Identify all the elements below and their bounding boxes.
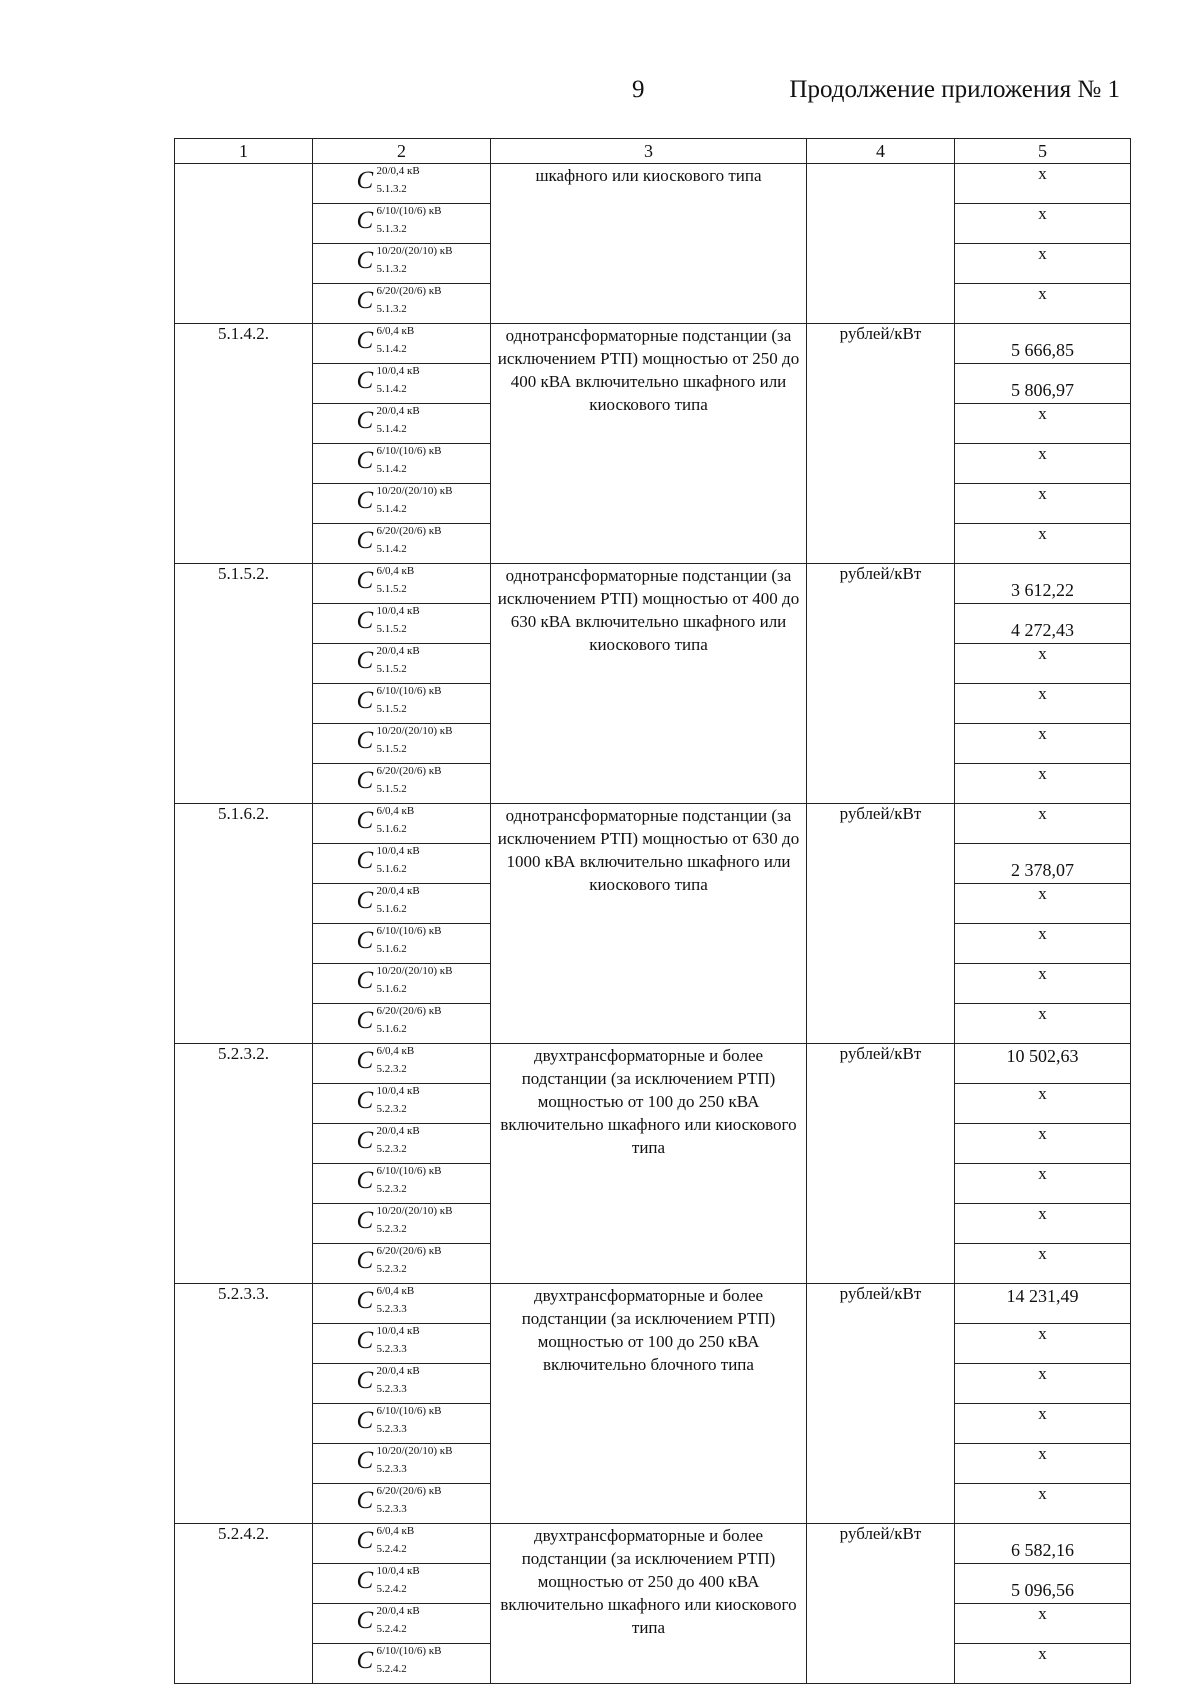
rate-letter: C xyxy=(356,207,374,234)
rate-value: 4 272,43 xyxy=(955,604,1131,644)
rate-letter: C xyxy=(356,1447,374,1474)
rate-formula xyxy=(347,1644,457,1678)
voltage-superscript: 6/10/(10/6) кВ xyxy=(376,205,442,217)
rate-formula xyxy=(347,684,457,718)
rate-symbol xyxy=(313,1324,491,1364)
index-subscript: 5.2.3.2 xyxy=(376,1223,407,1235)
index-subscript: 5.2.4.2 xyxy=(376,1623,407,1635)
rate-value: x xyxy=(955,524,1131,564)
page-number: 9 xyxy=(632,76,645,103)
rate-formula xyxy=(347,1044,457,1078)
rate-symbol xyxy=(313,1084,491,1124)
table-row xyxy=(175,1044,1131,1084)
rate-letter: C xyxy=(356,647,374,674)
unit xyxy=(807,164,955,324)
rate-symbol xyxy=(313,1204,491,1244)
voltage-superscript: 10/20/(20/10) кВ xyxy=(376,725,453,737)
voltage-superscript: 10/0,4 кВ xyxy=(376,1085,420,1097)
voltage-superscript: 6/10/(10/6) кВ xyxy=(376,685,442,697)
rate-symbol xyxy=(313,524,491,564)
index-subscript: 5.2.3.2 xyxy=(376,1263,407,1275)
rate-letter: C xyxy=(356,727,374,754)
voltage-superscript: 6/0,4 кВ xyxy=(376,1045,415,1057)
index-subscript: 5.1.5.2 xyxy=(376,783,407,795)
rate-letter: C xyxy=(356,1527,374,1554)
unit: рублей/кВт xyxy=(807,804,955,1044)
description: двухтрансформаторные и более подстанции (за исключением РТП) мощностью от 250 до 400 кВА включительно шкафного или киоскового типа xyxy=(491,1524,807,1684)
rate-value: x xyxy=(955,644,1131,684)
description: двухтрансформаторные и более подстанции (за исключением РТП) мощностью от 100 до 250 кВА включительно шкафного или киоскового типа xyxy=(491,1044,807,1284)
rate-value: x xyxy=(955,1404,1131,1444)
index-subscript: 5.2.3.3 xyxy=(376,1463,407,1475)
voltage-superscript: 20/0,4 кВ xyxy=(376,405,420,417)
rate-symbol xyxy=(313,1404,491,1444)
rate-formula xyxy=(347,404,457,438)
rate-value: x xyxy=(955,724,1131,764)
rate-formula xyxy=(347,324,457,358)
item-code: 5.1.6.2. xyxy=(175,804,313,1044)
rate-value: 5 096,56 xyxy=(955,1564,1131,1604)
voltage-superscript: 6/0,4 кВ xyxy=(376,325,415,337)
description: двухтрансформаторные и более подстанции (за исключением РТП) мощностью от 100 до 250 кВА включительно блочного типа xyxy=(491,1284,807,1524)
rate-symbol xyxy=(313,364,491,404)
rate-value: x xyxy=(955,1444,1131,1484)
rate-symbol xyxy=(313,764,491,804)
voltage-superscript: 10/20/(20/10) кВ xyxy=(376,965,453,977)
continuation-title: Продолжение приложения № 1 xyxy=(789,76,1120,103)
index-subscript: 5.1.3.2 xyxy=(376,183,407,195)
rate-formula xyxy=(347,764,457,798)
rate-formula xyxy=(347,564,457,598)
rate-formula xyxy=(347,924,457,958)
index-subscript: 5.1.6.2 xyxy=(376,823,407,835)
rate-value: x xyxy=(955,164,1131,204)
index-subscript: 5.2.4.2 xyxy=(376,1543,407,1555)
rate-value: x xyxy=(955,484,1131,524)
rate-formula xyxy=(347,964,457,998)
rate-symbol xyxy=(313,604,491,644)
index-subscript: 5.1.6.2 xyxy=(376,943,407,955)
rate-value: x xyxy=(955,1364,1131,1404)
rate-value: x xyxy=(955,1604,1131,1644)
rate-letter: C xyxy=(356,1287,374,1314)
index-subscript: 5.1.6.2 xyxy=(376,983,407,995)
rate-symbol xyxy=(313,404,491,444)
rate-letter: C xyxy=(356,567,374,594)
rate-formula xyxy=(347,484,457,518)
index-subscript: 5.1.3.2 xyxy=(376,263,407,275)
voltage-superscript: 20/0,4 кВ xyxy=(376,885,420,897)
index-subscript: 5.2.3.3 xyxy=(376,1343,407,1355)
rate-letter: C xyxy=(356,327,374,354)
rate-value: x xyxy=(955,1084,1131,1124)
voltage-superscript: 6/20/(20/6) кВ xyxy=(376,525,442,537)
index-subscript: 5.1.4.2 xyxy=(376,423,407,435)
rate-letter: C xyxy=(356,1487,374,1514)
item-code: 5.2.4.2. xyxy=(175,1524,313,1684)
rate-symbol xyxy=(313,1604,491,1644)
rate-formula xyxy=(347,1404,457,1438)
index-subscript: 5.1.4.2 xyxy=(376,343,407,355)
index-subscript: 5.1.4.2 xyxy=(376,383,407,395)
index-subscript: 5.1.5.2 xyxy=(376,703,407,715)
rate-symbol xyxy=(313,804,491,844)
rate-formula xyxy=(347,244,457,278)
table-row xyxy=(175,164,1131,204)
rate-letter: C xyxy=(356,1647,374,1674)
rate-value: x xyxy=(955,284,1131,324)
rate-symbol xyxy=(313,844,491,884)
rate-letter: C xyxy=(356,1087,374,1114)
index-subscript: 5.2.3.3 xyxy=(376,1303,407,1315)
index-subscript: 5.1.3.2 xyxy=(376,223,407,235)
table-row xyxy=(175,564,1131,604)
voltage-superscript: 20/0,4 кВ xyxy=(376,645,420,657)
rate-letter: C xyxy=(356,1367,374,1394)
rate-formula xyxy=(347,204,457,238)
rate-letter: C xyxy=(356,247,374,274)
rate-value: 3 612,22 xyxy=(955,564,1131,604)
rate-symbol xyxy=(313,324,491,364)
rate-symbol xyxy=(313,1004,491,1044)
voltage-superscript: 6/20/(20/6) кВ xyxy=(376,1485,442,1497)
rate-formula xyxy=(347,1444,457,1478)
voltage-superscript: 20/0,4 кВ xyxy=(376,1605,420,1617)
index-subscript: 5.1.4.2 xyxy=(376,543,407,555)
rate-symbol xyxy=(313,444,491,484)
rate-value: x xyxy=(955,1004,1131,1044)
index-subscript: 5.2.3.2 xyxy=(376,1063,407,1075)
rate-value: x xyxy=(955,884,1131,924)
rate-letter: C xyxy=(356,287,374,314)
rate-value: x xyxy=(955,1244,1131,1284)
rate-value: x xyxy=(955,1324,1131,1364)
rate-value: x xyxy=(955,244,1131,284)
voltage-superscript: 10/0,4 кВ xyxy=(376,605,420,617)
voltage-superscript: 10/0,4 кВ xyxy=(376,1325,420,1337)
rate-value: 6 582,16 xyxy=(955,1524,1131,1564)
voltage-superscript: 6/0,4 кВ xyxy=(376,805,415,817)
rate-value: x xyxy=(955,684,1131,724)
index-subscript: 5.1.4.2 xyxy=(376,463,407,475)
voltage-superscript: 6/20/(20/6) кВ xyxy=(376,1005,442,1017)
rate-value: 5 806,97 xyxy=(955,364,1131,404)
index-subscript: 5.2.4.2 xyxy=(376,1583,407,1595)
rate-formula xyxy=(347,1084,457,1118)
description: однотрансформаторные подстанции (за исключением РТП) мощностью от 630 до 1000 кВА включительно шкафного или киоскового типа xyxy=(491,804,807,1044)
rate-value: x xyxy=(955,204,1131,244)
table-row xyxy=(175,1524,1131,1564)
rate-letter: C xyxy=(356,927,374,954)
rate-letter: C xyxy=(356,1007,374,1034)
rate-letter: C xyxy=(356,687,374,714)
index-subscript: 5.1.4.2 xyxy=(376,503,407,515)
rate-letter: C xyxy=(356,167,374,194)
rate-symbol xyxy=(313,564,491,604)
index-subscript: 5.1.6.2 xyxy=(376,1023,407,1035)
rate-formula xyxy=(347,284,457,318)
rate-symbol xyxy=(313,1564,491,1604)
rate-formula xyxy=(347,1124,457,1158)
rate-symbol xyxy=(313,1284,491,1324)
rate-value: x xyxy=(955,964,1131,1004)
rate-symbol xyxy=(313,724,491,764)
rate-formula xyxy=(347,1604,457,1638)
rate-symbol xyxy=(313,1124,491,1164)
rate-letter: C xyxy=(356,1167,374,1194)
rate-symbol xyxy=(313,164,491,204)
item-code: 5.2.3.3. xyxy=(175,1284,313,1524)
rate-value: 10 502,63 xyxy=(955,1044,1131,1084)
voltage-superscript: 6/10/(10/6) кВ xyxy=(376,1165,442,1177)
rate-value: x xyxy=(955,444,1131,484)
rate-letter: C xyxy=(356,967,374,994)
index-subscript: 5.1.5.2 xyxy=(376,583,407,595)
unit: рублей/кВт xyxy=(807,564,955,804)
voltage-superscript: 10/0,4 кВ xyxy=(376,845,420,857)
rate-letter: C xyxy=(356,1567,374,1594)
rate-formula xyxy=(347,1164,457,1198)
rate-formula xyxy=(347,1484,457,1518)
table-body xyxy=(175,164,1131,1684)
index-subscript: 5.1.5.2 xyxy=(376,623,407,635)
rate-letter: C xyxy=(356,847,374,874)
rate-symbol xyxy=(313,1444,491,1484)
voltage-superscript: 6/0,4 кВ xyxy=(376,1525,415,1537)
index-subscript: 5.1.6.2 xyxy=(376,863,407,875)
rate-value: x xyxy=(955,1204,1131,1244)
index-subscript: 5.2.3.2 xyxy=(376,1143,407,1155)
rate-formula xyxy=(347,1564,457,1598)
item-code xyxy=(175,164,313,324)
voltage-superscript: 6/20/(20/6) кВ xyxy=(376,765,442,777)
table-row xyxy=(175,804,1131,844)
voltage-superscript: 6/10/(10/6) кВ xyxy=(376,1405,442,1417)
item-code: 5.1.4.2. xyxy=(175,324,313,564)
unit: рублей/кВт xyxy=(807,1044,955,1284)
rate-value: 14 231,49 xyxy=(955,1284,1131,1324)
rate-formula xyxy=(347,1004,457,1038)
column-header: 1 xyxy=(175,139,313,164)
index-subscript: 5.1.5.2 xyxy=(376,743,407,755)
voltage-superscript: 6/0,4 кВ xyxy=(376,1285,415,1297)
rate-symbol xyxy=(313,884,491,924)
column-header: 3 xyxy=(491,139,807,164)
item-code: 5.1.5.2. xyxy=(175,564,313,804)
rate-formula xyxy=(347,844,457,878)
rate-formula xyxy=(347,524,457,558)
tariff-table xyxy=(174,138,1131,1684)
rate-letter: C xyxy=(356,1607,374,1634)
index-subscript: 5.2.3.3 xyxy=(376,1423,407,1435)
unit: рублей/кВт xyxy=(807,324,955,564)
rate-letter: C xyxy=(356,1047,374,1074)
column-number-row xyxy=(175,139,1131,164)
column-header: 5 xyxy=(955,139,1131,164)
index-subscript: 5.1.6.2 xyxy=(376,903,407,915)
voltage-superscript: 10/20/(20/10) кВ xyxy=(376,1445,453,1457)
rate-letter: C xyxy=(356,407,374,434)
rate-symbol xyxy=(313,1164,491,1204)
rate-letter: C xyxy=(356,367,374,394)
voltage-superscript: 6/0,4 кВ xyxy=(376,565,415,577)
rate-symbol xyxy=(313,1644,491,1684)
unit: рублей/кВт xyxy=(807,1524,955,1684)
index-subscript: 5.2.4.2 xyxy=(376,1663,407,1675)
description: шкафного или киоскового типа xyxy=(491,164,807,324)
rate-letter: C xyxy=(356,607,374,634)
rate-symbol xyxy=(313,484,491,524)
rate-value: x xyxy=(955,1124,1131,1164)
rate-formula xyxy=(347,604,457,638)
rate-letter: C xyxy=(356,887,374,914)
rate-symbol xyxy=(313,284,491,324)
description: однотрансформаторные подстанции (за исключением РТП) мощностью от 250 до 400 кВА включительно шкафного или киоскового типа xyxy=(491,324,807,564)
voltage-superscript: 6/10/(10/6) кВ xyxy=(376,1645,442,1657)
rate-symbol xyxy=(313,644,491,684)
index-subscript: 5.1.5.2 xyxy=(376,663,407,675)
voltage-superscript: 6/10/(10/6) кВ xyxy=(376,445,442,457)
rate-symbol xyxy=(313,204,491,244)
column-header: 4 xyxy=(807,139,955,164)
rate-symbol xyxy=(313,1244,491,1284)
rate-letter: C xyxy=(356,1127,374,1154)
index-subscript: 5.1.3.2 xyxy=(376,303,407,315)
voltage-superscript: 6/20/(20/6) кВ xyxy=(376,1245,442,1257)
rate-formula xyxy=(347,804,457,838)
table-row xyxy=(175,324,1131,364)
rate-value: x xyxy=(955,1164,1131,1204)
table-row xyxy=(175,1284,1131,1324)
rate-symbol xyxy=(313,964,491,1004)
rate-letter: C xyxy=(356,487,374,514)
rate-formula xyxy=(347,644,457,678)
voltage-superscript: 20/0,4 кВ xyxy=(376,165,420,177)
rate-formula xyxy=(347,1204,457,1238)
rate-formula xyxy=(347,1324,457,1358)
rate-value: x xyxy=(955,404,1131,444)
voltage-superscript: 10/0,4 кВ xyxy=(376,365,420,377)
voltage-superscript: 10/20/(20/10) кВ xyxy=(376,245,453,257)
rate-value: x xyxy=(955,764,1131,804)
rate-symbol xyxy=(313,244,491,284)
rate-value: 5 666,85 xyxy=(955,324,1131,364)
rate-letter: C xyxy=(356,527,374,554)
rate-formula xyxy=(347,1524,457,1558)
voltage-superscript: 20/0,4 кВ xyxy=(376,1125,420,1137)
rate-formula xyxy=(347,444,457,478)
rate-value: x xyxy=(955,1644,1131,1684)
voltage-superscript: 6/10/(10/6) кВ xyxy=(376,925,442,937)
rate-symbol xyxy=(313,1524,491,1564)
unit: рублей/кВт xyxy=(807,1284,955,1524)
description: однотрансформаторные подстанции (за исключением РТП) мощностью от 400 до 630 кВА включительно шкафного или киоскового типа xyxy=(491,564,807,804)
rate-letter: C xyxy=(356,1327,374,1354)
rate-formula xyxy=(347,884,457,918)
rate-letter: C xyxy=(356,1207,374,1234)
rate-formula xyxy=(347,364,457,398)
rate-value: x xyxy=(955,804,1131,844)
item-code: 5.2.3.2. xyxy=(175,1044,313,1284)
rate-letter: C xyxy=(356,807,374,834)
index-subscript: 5.2.3.3 xyxy=(376,1383,407,1395)
rate-letter: C xyxy=(356,767,374,794)
rate-symbol xyxy=(313,1364,491,1404)
rate-formula xyxy=(347,164,457,198)
index-subscript: 5.2.3.2 xyxy=(376,1103,407,1115)
voltage-superscript: 6/20/(20/6) кВ xyxy=(376,285,442,297)
index-subscript: 5.2.3.2 xyxy=(376,1183,407,1195)
rate-value: x xyxy=(955,924,1131,964)
rate-symbol xyxy=(313,924,491,964)
rate-letter: C xyxy=(356,447,374,474)
voltage-superscript: 10/20/(20/10) кВ xyxy=(376,1205,453,1217)
rate-formula xyxy=(347,724,457,758)
voltage-superscript: 20/0,4 кВ xyxy=(376,1365,420,1377)
column-header: 2 xyxy=(313,139,491,164)
rate-formula xyxy=(347,1364,457,1398)
rate-symbol xyxy=(313,1484,491,1524)
rate-value: x xyxy=(955,1484,1131,1524)
rate-symbol xyxy=(313,1044,491,1084)
index-subscript: 5.2.3.3 xyxy=(376,1503,407,1515)
voltage-superscript: 10/0,4 кВ xyxy=(376,1565,420,1577)
rate-letter: C xyxy=(356,1247,374,1274)
rate-symbol xyxy=(313,684,491,724)
voltage-superscript: 10/20/(20/10) кВ xyxy=(376,485,453,497)
rate-letter: C xyxy=(356,1407,374,1434)
rate-value: 2 378,07 xyxy=(955,844,1131,884)
rate-formula xyxy=(347,1284,457,1318)
rate-formula xyxy=(347,1244,457,1278)
